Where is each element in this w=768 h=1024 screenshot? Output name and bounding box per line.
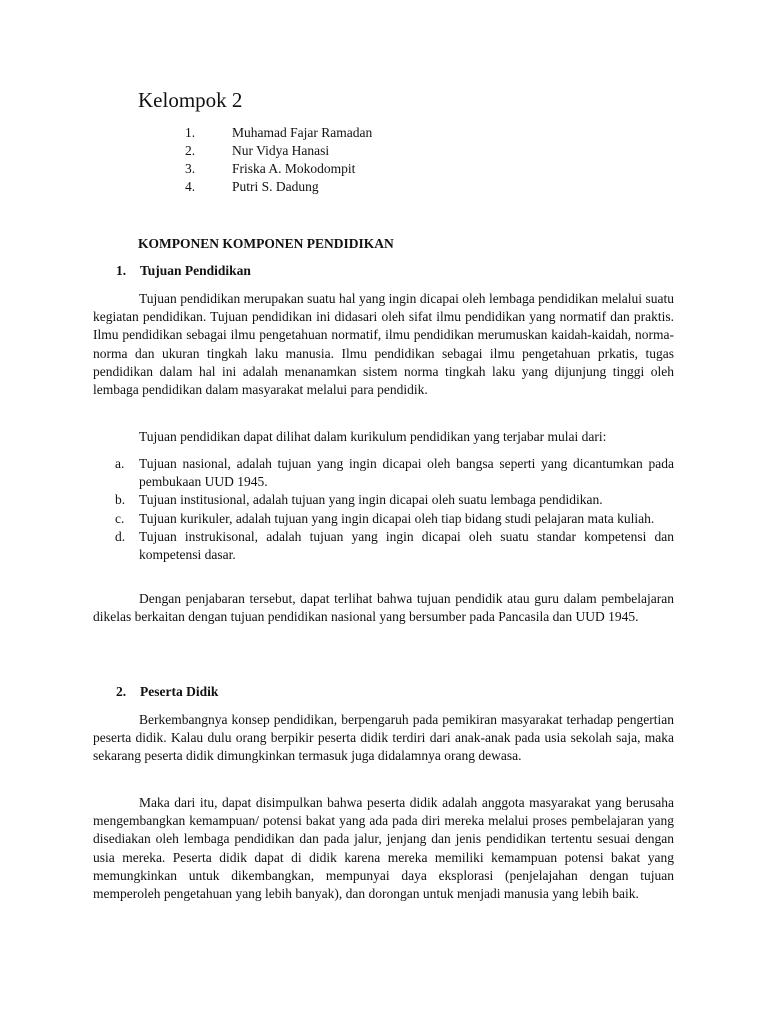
member-name: Muhamad Fajar Ramadan <box>232 125 373 140</box>
list-item <box>93 528 674 564</box>
section-heading <box>116 683 218 701</box>
list-text: Tujuan nasional, adalah tujuan yang ingin dicapai oleh bangsa seperti yang dicantumkan pada pembukaan UUD 1945. <box>139 456 674 490</box>
member-number: 4. <box>185 179 196 194</box>
member-item <box>138 142 538 160</box>
list-text: Tujuan kurikuler, adalah tujuan yang ingin dicapai oleh tiap bidang studi pelajaran mata kuliah. <box>139 510 655 526</box>
section-number: 1. <box>116 263 127 278</box>
list-marker: a. <box>115 456 125 471</box>
member-number: 2. <box>185 143 196 158</box>
member-number: 3. <box>185 161 196 176</box>
objectives-list <box>93 455 674 564</box>
section-title: Tujuan Pendidikan <box>140 263 251 278</box>
section-heading <box>116 262 251 280</box>
member-list <box>138 124 538 196</box>
paragraph: Berkembangnya konsep pendidikan, berpengaruh pada pemikiran masyarakat terhadap pengertian peserta didik. Kalau dulu orang berpikir peserta didik terdiri dari anak-anak pada usia sekolah saja, maka sekarang peserta didik dimungkinkan termasuk juga didalamnya orang dewasa. <box>93 712 674 764</box>
member-item <box>138 178 538 196</box>
paragraph: Tujuan pendidikan dapat dilihat dalam kurikulum pendidikan yang terjabar mulai dari: <box>139 429 607 444</box>
section-title: Peserta Didik <box>140 684 219 699</box>
section-number: 2. <box>116 684 127 699</box>
paragraph: Maka dari itu, dapat disimpulkan bahwa peserta didik adalah anggota masyarakat yang berusaha mengembangkan kemampuan/ potensi bakat yang ada pada diri mereka melalui proses pembelajaran yang disediakan oleh lembaga pendidikan dan pada jalur, jenjang dan jenis pendidikan tertentu sesuai dengan usia mereka. Peserta didik dapat di didik karena mereka memiliki kemampuan potensi bakat yang memungkinkan untuk dikembangkan, mempunyai daya eksplorasi (penjelajahan dengan tujuan memperoleh pengetahuan yang lebih banyak), dan dorongan untuk menjadi manusia yang lebih baik. <box>93 795 674 902</box>
list-marker: b. <box>115 492 126 508</box>
member-item <box>138 160 538 178</box>
paragraph: Dengan penjabaran tersebut, dapat terlihat bahwa tujuan pendidik atau guru dalam pembelajaran dikelas berkaitan dengan tujuan pendidikan nasional yang bersumber pada Pancasila dan UUD 1945. <box>93 591 674 625</box>
member-name: Putri S. Dadung <box>232 179 319 194</box>
member-number: 1. <box>185 125 196 140</box>
list-marker: c. <box>115 510 125 526</box>
list-text: Tujuan institusional, adalah tujuan yang ingin dicapai oleh suatu lembaga pendidikan. <box>139 492 603 508</box>
member-name: Friska A. Mokodompit <box>232 161 356 176</box>
list-item <box>93 510 674 528</box>
list-text: Tujuan instrukisonal, adalah tujuan yang ingin dicapai oleh suatu standar kompetensi dan kompetensi dasar. <box>139 528 674 563</box>
group-title: Kelompok 2 <box>138 88 243 112</box>
member-item <box>138 124 538 142</box>
member-name: Nur Vidya Hanasi <box>232 143 330 158</box>
list-marker: d. <box>115 528 126 544</box>
document-heading: KOMPONEN KOMPONEN PENDIDIKAN <box>138 236 394 251</box>
paragraph: Tujuan pendidikan merupakan suatu hal yang ingin dicapai oleh lembaga pendidikan melalui suatu kegiatan pendidikan. Tujuan pendidikan ini didasari oleh sifat ilmu pendidikan yang normatif dan praktis. Ilmu pendidikan sebagai ilmu pengetahuan normatif, ilmu pendidikan merumuskan kaidah-kaidah, norma-norma dan ukuran tingkah laku manusia. Ilmu pendidikan sebagai ilmu pengetahuan prkatis, tugas pendidikan dalam hal ini adalah menanamkan sistem norma tingkah laku yang dijunjung tinggi oleh lembaga pendidikan dalam masyarakat melalui para pendidik. <box>93 291 674 398</box>
list-item <box>93 455 674 491</box>
list-item <box>93 491 674 509</box>
